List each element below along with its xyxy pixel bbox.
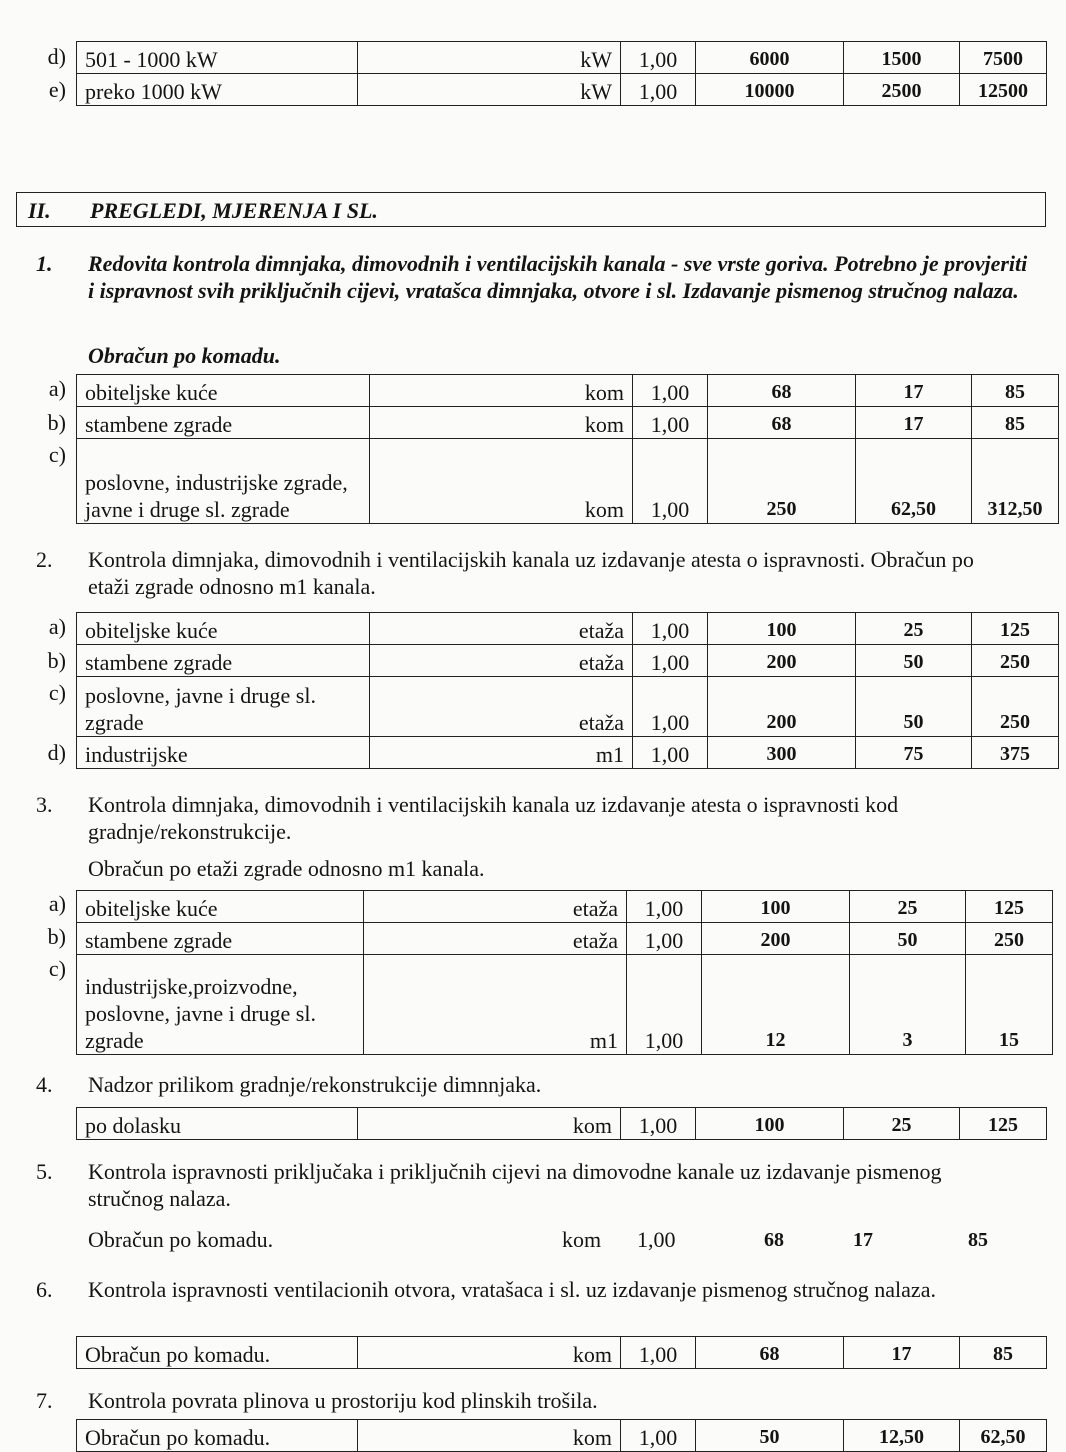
total-cell: 85 [972, 375, 1059, 407]
item-description: Obračun po komadu. [77, 1337, 358, 1369]
coef-cell: 1,00 [621, 74, 696, 106]
tax-cell: 25 [856, 613, 972, 645]
price-cell: 12 [702, 955, 850, 1055]
item-basis: Obračun po etaži zgrade odnosno m1 kanala. [88, 856, 485, 881]
coef-cell: 1,00 [633, 645, 708, 677]
unit-cell: etaža [364, 891, 627, 923]
coef-cell: 1,00 [633, 613, 708, 645]
item-text: Kontrola povrata plinova u prostoriju kod plinskih trošila. [88, 1388, 598, 1413]
unit-cell: m1 [370, 737, 633, 769]
total-cell: 125 [972, 613, 1059, 645]
item-description: Obračun po komadu. [77, 1420, 358, 1452]
price-table-item-6 [76, 1336, 1047, 1369]
item-description: poslovne, industrijske zgrade, javne i druge sl. zgrade [77, 439, 370, 524]
price-cell: 100 [708, 613, 856, 645]
price-table-item-2 [76, 612, 1059, 769]
item-text: Kontrola ispravnosti ventilacionih otvora, vratašaca i sl. uz izdavanje pismenog stručnog nalaza. [88, 1277, 936, 1302]
row-label: d) [47, 740, 66, 765]
item-text: Kontrola ispravnosti priključaka i priključnih cijevi na dimovodne kanale uz izdavanje pismenog stručnog nalaza. [88, 1159, 942, 1211]
item-description: poslovne, javne i druge sl. zgrade [77, 677, 370, 737]
coef-cell: 1,00 [621, 1108, 696, 1140]
table-row [77, 439, 1059, 524]
price-cell: 68 [708, 407, 856, 439]
row-label: b) [47, 410, 66, 435]
unit-cell: etaža [370, 613, 633, 645]
total-cell: 312,50 [972, 439, 1059, 524]
table-row [77, 375, 1059, 407]
row-label: a) [48, 376, 66, 401]
item-description: stambene zgrade [77, 645, 370, 677]
item-number: 7. [36, 1388, 53, 1413]
tax-cell: 25 [850, 891, 966, 923]
price-cell: 100 [696, 1108, 844, 1140]
coef-cell: 1,00 [627, 891, 702, 923]
price-cell: 68 [708, 375, 856, 407]
price-cell: 100 [702, 891, 850, 923]
section-title: PREGLEDI, MJERENJA I SL. [90, 198, 378, 223]
tax-cell: 50 [850, 923, 966, 955]
unit-cell: etaža [370, 677, 633, 737]
item-description: industrijske [77, 737, 370, 769]
price-cell: 300 [708, 737, 856, 769]
row-label: c) [48, 956, 66, 981]
tax-cell: 3 [850, 955, 966, 1055]
price-cell: 10000 [696, 74, 844, 106]
unit-cell: kW [358, 42, 621, 74]
row-label: a) [48, 891, 66, 916]
table-row [77, 891, 1053, 923]
price-table-item-3 [76, 890, 1053, 1055]
table-row [77, 1420, 1047, 1452]
table-row [77, 677, 1059, 737]
unit-cell: etaža [364, 923, 627, 955]
price-cell: 68 [764, 1229, 784, 1251]
item-description: obiteljske kuće [77, 891, 364, 923]
unit-cell: kom [370, 407, 633, 439]
item-text: Nadzor prilikom gradnje/rekonstrukcije dimnnjaka. [88, 1072, 542, 1097]
coef-cell: 1,00 [633, 407, 708, 439]
item-text: Kontrola dimnjaka, dimovodnih i ventilacijskih kanala uz izdavanje atesta o ispravnosti kod gradnje/rekonstrukcije. [88, 792, 899, 844]
price-table-item-1 [76, 374, 1059, 524]
item-description: po dolasku [77, 1108, 358, 1140]
tax-cell: 1500 [844, 42, 960, 74]
price-cell: 68 [696, 1337, 844, 1369]
table-row [77, 1108, 1047, 1140]
section-number: II. [28, 198, 51, 223]
total-cell: 15 [966, 955, 1053, 1055]
unit-cell: etaža [370, 645, 633, 677]
total-cell: 250 [972, 677, 1059, 737]
coef-cell: 1,00 [621, 1420, 696, 1452]
item-number: 2. [36, 547, 53, 572]
tax-cell: 50 [856, 677, 972, 737]
tax-cell: 12,50 [844, 1420, 960, 1452]
unit-cell: kom [358, 1337, 621, 1369]
coef-cell: 1,00 [633, 375, 708, 407]
item-description: stambene zgrade [77, 923, 364, 955]
table-row [77, 1337, 1047, 1369]
item-description: stambene zgrade [77, 407, 370, 439]
total-cell: 250 [966, 923, 1053, 955]
table-row [77, 737, 1059, 769]
table-row [77, 613, 1059, 645]
item-basis: Obračun po komadu. [88, 343, 281, 368]
tax-cell: 62,50 [856, 439, 972, 524]
row-label: b) [47, 648, 66, 673]
price-cell: 6000 [696, 42, 844, 74]
unit-cell: kom [370, 375, 633, 407]
price-table-item-7 [76, 1419, 1047, 1452]
price-cell: 200 [702, 923, 850, 955]
item-description: preko 1000 kW [77, 74, 358, 106]
unit-cell: m1 [364, 955, 627, 1055]
table-row [77, 955, 1053, 1055]
item-number: 4. [36, 1072, 53, 1097]
item-basis: Obračun po komadu. [88, 1227, 274, 1252]
table-row [77, 407, 1059, 439]
total-cell: 62,50 [960, 1420, 1047, 1452]
total-cell: 85 [960, 1337, 1047, 1369]
item-description: 501 - 1000 kW [77, 42, 358, 74]
tax-cell: 50 [856, 645, 972, 677]
tax-cell: 17 [856, 375, 972, 407]
total-cell: 7500 [960, 42, 1047, 74]
table-row [77, 645, 1059, 677]
unit-cell: kW [358, 74, 621, 106]
item-text: Redovita kontrola dimnjaka, dimovodnih i ventilacijskih kanala - sve vrste goriva. Potrebno je provjeriti i ispravnost svih priključnih cijevi, vratašca dimnjaka, otvore i sl. Izdavanje pismenog stručnog nalaza. [88, 251, 1028, 303]
table-row [77, 42, 1047, 74]
price-cell: 250 [708, 439, 856, 524]
item-number: 6. [36, 1277, 53, 1302]
tax-cell: 17 [844, 1337, 960, 1369]
item-description: industrijske,proizvodne, poslovne, javne i druge sl. zgrade [77, 955, 364, 1055]
price-cell: 200 [708, 677, 856, 737]
tax-cell: 17 [853, 1229, 873, 1251]
row-label: c) [48, 442, 66, 467]
price-cell: 50 [696, 1420, 844, 1452]
coef-cell: 1,00 [627, 923, 702, 955]
total-cell: 125 [960, 1108, 1047, 1140]
total-cell: 12500 [960, 74, 1047, 106]
item-number: 3. [36, 792, 53, 817]
table-row [77, 74, 1047, 106]
unit-cell: kom [562, 1227, 602, 1252]
total-cell: 250 [972, 645, 1059, 677]
item-number: 5. [36, 1159, 53, 1184]
table-row [77, 923, 1053, 955]
coef-cell: 1,00 [621, 42, 696, 74]
unit-cell: kom [370, 439, 633, 524]
total-cell: 85 [972, 407, 1059, 439]
tax-cell: 17 [856, 407, 972, 439]
item-description: obiteljske kuće [77, 375, 370, 407]
coef-cell: 1,00 [637, 1227, 676, 1252]
total-cell: 85 [968, 1229, 988, 1251]
price-cell: 200 [708, 645, 856, 677]
row-label: b) [47, 924, 66, 949]
item-number: 1. [36, 251, 53, 276]
coef-cell: 1,00 [627, 955, 702, 1055]
row-label: e) [48, 77, 66, 102]
item-text: Kontrola dimnjaka, dimovodnih i ventilacijskih kanala uz izdavanje atesta o ispravnosti. Obračun po etaži zgrade odnosno m1 kanala. [88, 547, 974, 599]
coef-cell: 1,00 [633, 737, 708, 769]
price-table-top [76, 41, 1047, 106]
total-cell: 125 [966, 891, 1053, 923]
coef-cell: 1,00 [633, 439, 708, 524]
total-cell: 375 [972, 737, 1059, 769]
item-description: obiteljske kuće [77, 613, 370, 645]
row-label: c) [48, 680, 66, 705]
tax-cell: 25 [844, 1108, 960, 1140]
tax-cell: 2500 [844, 74, 960, 106]
unit-cell: kom [358, 1108, 621, 1140]
row-label: a) [48, 614, 66, 639]
price-table-item-4 [76, 1107, 1047, 1140]
coef-cell: 1,00 [621, 1337, 696, 1369]
unit-cell: kom [358, 1420, 621, 1452]
row-label: d) [47, 44, 66, 69]
tax-cell: 75 [856, 737, 972, 769]
coef-cell: 1,00 [633, 677, 708, 737]
